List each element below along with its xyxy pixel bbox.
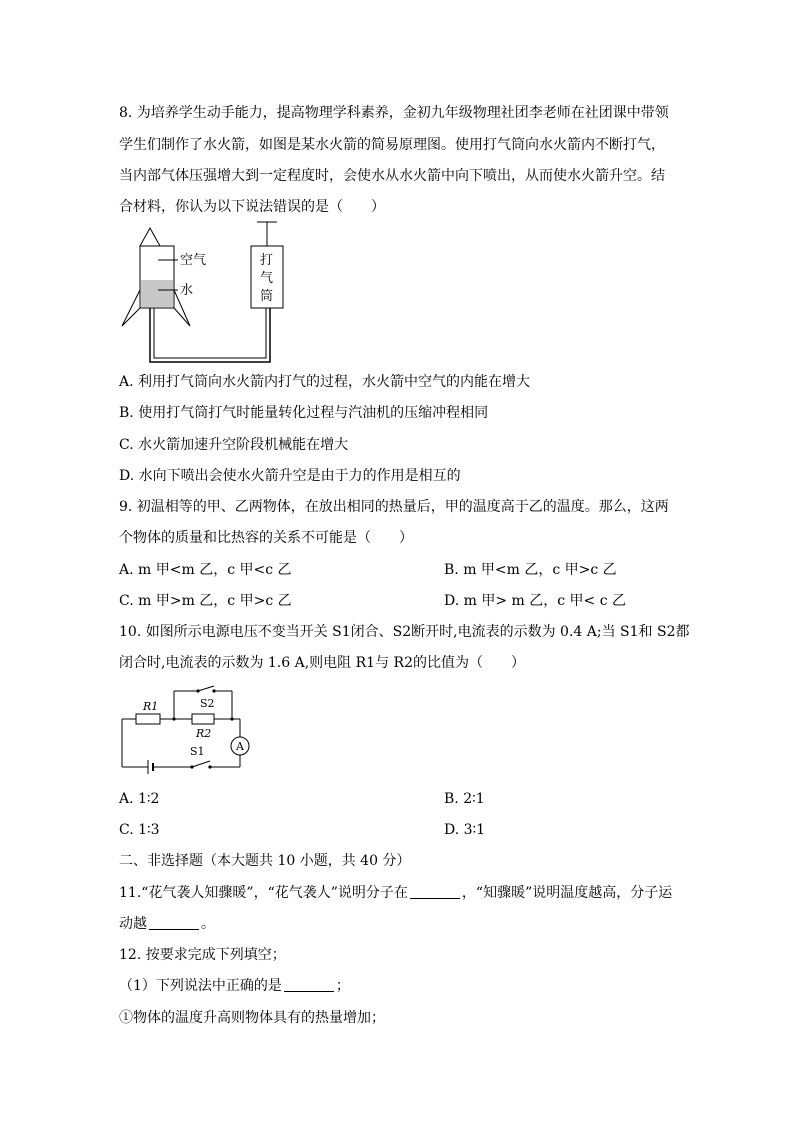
q10-line-2: 闭合时,电流表的示数为 1.6 A,则电阻 R1与 R2的比值为（ ） xyxy=(119,655,525,671)
q10-option-b: B. 2∶1 xyxy=(444,791,485,807)
resistor-r1 xyxy=(136,714,160,724)
q8-line-4: 合材料，你认为以下说法错误的是（ ） xyxy=(119,199,385,215)
air-label: 空气 xyxy=(180,253,207,268)
switch-s2 xyxy=(198,686,214,691)
section-heading: 二、非选择题（本大题共 10 小题，共 40 分） xyxy=(119,853,411,869)
q8-option-c: C. 水火箭加速升空阶段机械能在增大 xyxy=(119,437,349,453)
q9-option-a: A. m 甲<m 乙，c 甲<c 乙 xyxy=(119,562,292,578)
q10-line-1: 10. 如图所示电源电压不变当开关 S1闭合、S2断开时,电流表的示数为 0.4 A;当 S1和 S2都 xyxy=(119,624,690,640)
pump-label-3: 筒 xyxy=(260,289,274,304)
q12-sub1-end: ； xyxy=(335,978,350,994)
q8-option-d: D. 水向下喷出会使水火箭升空是由于力的作用是相互的 xyxy=(119,468,461,484)
q12-title: 12. 按要求完成下列填空； xyxy=(119,947,286,963)
q9-option-c: C. m 甲>m 乙，c 甲>c 乙 xyxy=(119,593,292,609)
ammeter-label: A xyxy=(236,740,244,753)
q11-line-1 xyxy=(119,883,672,903)
switch-s1 xyxy=(192,761,210,767)
q12-sub1-text: （1）下列说法中正确的是 xyxy=(119,978,282,994)
r2-label: R2 xyxy=(196,727,212,740)
pump-label-1: 打 xyxy=(260,253,274,268)
q9-line-2: 个物体的质量和比热容的关系不可能是（ ） xyxy=(119,530,413,546)
q11-text-1a: 11.“花气袭人知骤暖”，“花气袭人”说明分子在 xyxy=(119,885,408,901)
water-fill xyxy=(141,280,173,307)
q11-text-1b: ，“知骤暖”说明温度越高，分子运 xyxy=(461,885,673,901)
r1-label: R1 xyxy=(143,700,159,713)
q8-line-3: 当内部气体压强增大到一定程度时，会使水从水火箭中向下喷出，从而使水火箭升空。结 xyxy=(119,168,665,184)
water-label: 水 xyxy=(180,283,194,298)
circuit-figure xyxy=(118,683,250,775)
q11-line-2 xyxy=(119,914,215,934)
q12-sub1 xyxy=(119,976,350,996)
q12-item-1: ①物体的温度升高则物体具有的热量增加； xyxy=(119,1010,385,1026)
q8-line-2: 学生们制作了水火箭，如图是某水火箭的简易原理图。使用打气筒向水火箭内不断打气， xyxy=(119,137,665,153)
q10-option-d: D. 3∶1 xyxy=(444,822,486,838)
q11-text-2a: 动越 xyxy=(119,916,147,932)
q10-option-c: C. 1∶3 xyxy=(119,822,160,838)
water-rocket-figure xyxy=(118,218,288,366)
q12-blank-1 xyxy=(284,977,334,992)
q11-text-2b: 。 xyxy=(201,916,215,932)
q8-line-1: 8. 为培养学生动手能力，提高物理学科素养，金初九年级物理社团李老师在社团课中带领 xyxy=(119,105,669,121)
q9-option-d: D. m 甲> m 乙，c 甲< c 乙 xyxy=(444,593,627,609)
q11-blank-1 xyxy=(410,884,460,899)
pump-label-2: 气 xyxy=(260,271,274,286)
s2-label: S2 xyxy=(200,697,215,710)
resistor-r2 xyxy=(192,714,214,724)
s1-label: S1 xyxy=(190,745,205,758)
q10-option-a: A. 1∶2 xyxy=(119,791,160,807)
q8-option-b: B. 使用打气筒打气时能量转化过程与汽油机的压缩冲程相同 xyxy=(119,405,489,421)
q9-line-1: 9. 初温相等的甲、乙两物体，在放出相同的热量后，甲的温度高于乙的温度。那么，这两 xyxy=(119,499,669,515)
q11-blank-2 xyxy=(149,915,199,930)
q9-option-b: B. m 甲<m 乙，c 甲>c 乙 xyxy=(444,562,617,578)
q8-option-a: A. 利用打气筒向水火箭内打气的过程，水火箭中空气的内能在增大 xyxy=(119,374,531,390)
